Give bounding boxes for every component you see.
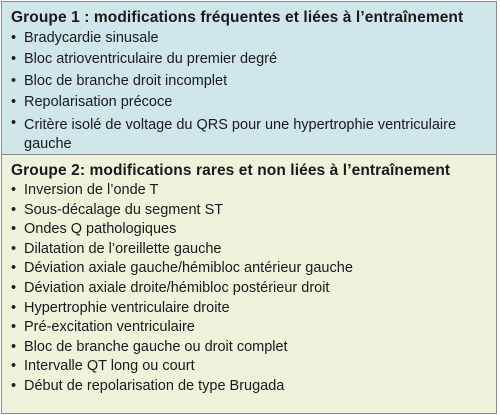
bullet-icon: • [11,30,17,46]
list-item [11,201,488,221]
list-item-text: Déviation axiale droite/hémibloc postérieur droit [24,279,330,296]
list-item [11,338,488,358]
list-item [11,92,488,113]
bullet-icon: • [11,114,17,131]
group-1-section [2,2,496,154]
list-item-text: Début de repolarisation de type Brugada [24,377,285,394]
list-item-text: Bradycardie sinusale [24,30,159,46]
list-item-text: Repolarisation précoce [24,94,173,111]
list-item-text: Pré-excitation ventriculaire [24,319,195,336]
list-item [11,318,488,338]
list-item-text: Bloc de branche droit incomplet [24,72,228,89]
bullet-icon: • [11,221,17,238]
bullet-icon: • [11,240,17,257]
list-item-text: Ondes Q pathologiques [24,221,177,238]
list-item-text: Sous-décalage du segment ST [24,201,224,218]
bullet-icon: • [11,299,17,316]
list-item-text: Bloc de branche gauche ou droit complet [24,338,288,355]
bullet-icon: • [11,358,17,375]
group-2-section [2,154,496,413]
list-item-text: Bloc atrioventriculaire du premier degré [24,51,278,68]
list-item-text: Dilatation de l’oreillette gauche [24,240,222,257]
group-1-title: Groupe 1 : modifications fréquentes et liées à l’entraînement [11,9,464,26]
bullet-icon: • [11,260,17,277]
bullet-icon: • [11,182,17,198]
bullet-icon: • [11,377,17,394]
bullet-icon: • [11,94,17,111]
group-2-list [11,181,488,397]
bullet-icon: • [11,338,17,355]
ecg-changes-table [1,1,497,414]
group-2-title: Groupe 2: modifications rares et non liées à l’entraînement [11,162,451,179]
list-item [11,49,488,70]
list-item-text: Critère isolé de voltage du QRS pour une hypertrophie ventriculaire gauche [24,116,457,152]
list-item-text: Déviation axiale gauche/hémibloc antérieur gauche [24,260,353,277]
list-item [11,220,488,240]
list-item [11,279,488,299]
list-item [11,357,488,377]
bullet-icon: • [11,279,17,296]
list-item [11,114,488,154]
bullet-icon: • [11,72,17,89]
list-item-text: Hypertrophie ventriculaire droite [24,299,230,316]
bullet-icon: • [11,319,17,336]
list-item [11,71,488,92]
list-item [11,181,488,201]
list-item [11,299,488,319]
list-item [11,28,488,49]
list-item-text: Intervalle QT long ou court [24,358,195,375]
group-1-list [11,28,488,154]
list-item [11,240,488,260]
bullet-icon: • [11,51,17,68]
bullet-icon: • [11,201,17,218]
list-item [11,259,488,279]
list-item-text: Inversion de l’onde T [24,182,159,198]
list-item [11,377,488,397]
